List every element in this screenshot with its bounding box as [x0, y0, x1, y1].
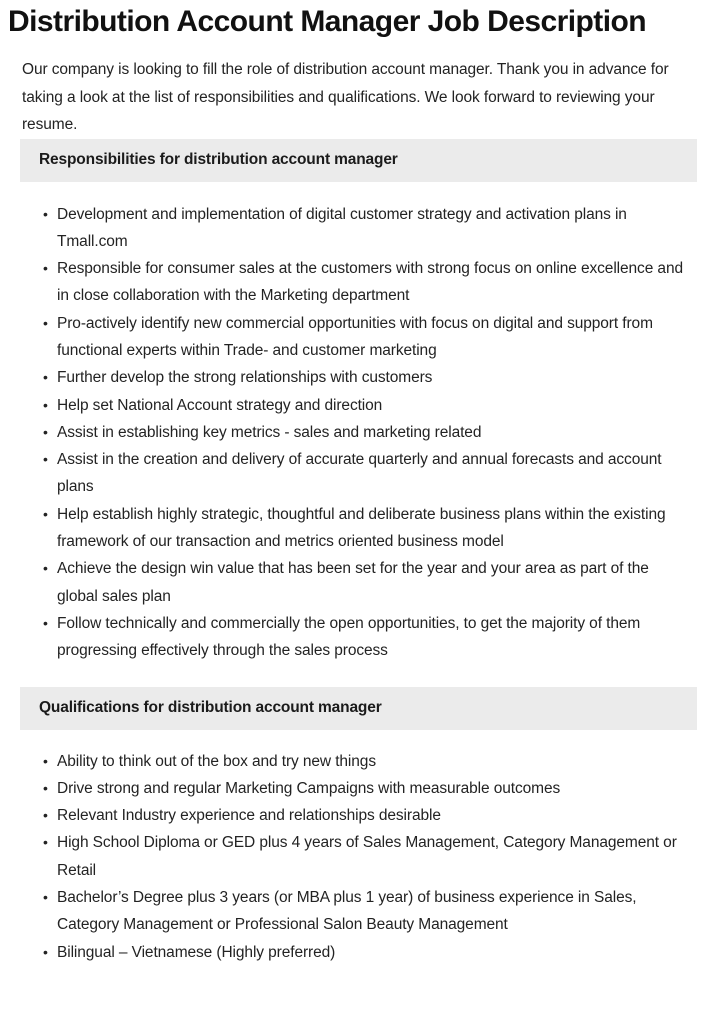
list-item: • Relevant Industry experience and relationships desirable [0, 802, 720, 829]
list-item: • Drive strong and regular Marketing Campaigns with measurable outcomes [0, 775, 720, 802]
page-title: Distribution Account Manager Job Description [8, 5, 647, 38]
list-item: • Follow technically and commercially the open opportunities, to get the majority of them progressing effectively through the sales process [0, 610, 720, 665]
section-spacer [0, 665, 720, 687]
responsibilities-list [0, 182, 720, 665]
list-item: • Achieve the design win value that has been set for the year and your area as part of the global sales plan [0, 555, 720, 610]
intro-paragraph: Our company is looking to fill the role of distribution account manager. Thank you in advance for taking a look at the list of responsibilities and qualifications. We look forward to reviewing your resume. [22, 61, 669, 133]
list-item: • Responsible for consumer sales at the customers with strong focus on online excellence and in close collaboration with the Marketing department [0, 255, 720, 310]
section-header-qualifications [20, 687, 697, 730]
section-header-responsibilities [20, 139, 697, 182]
list-item: • Pro-actively identify new commercial opportunities with focus on digital and support from functional experts within Trade- and customer marketing [0, 310, 720, 365]
list-item: • Further develop the strong relationships with customers [0, 364, 720, 391]
list-item: • Assist in the creation and delivery of accurate quarterly and annual forecasts and account plans [0, 446, 720, 501]
list-item: • Bilingual – Vietnamese (Highly preferred) [0, 939, 720, 966]
list-item: • Bachelor’s Degree plus 3 years (or MBA plus 1 year) of business experience in Sales, Category Management or Professional Salon Beauty Management [0, 884, 720, 939]
list-item: • Help set National Account strategy and direction [0, 392, 720, 419]
section-heading-label: Qualifications for distribution account manager [39, 699, 382, 717]
list-item: • High School Diploma or GED plus 4 years of Sales Management, Category Management or Retail [0, 829, 720, 884]
list-item: • Development and implementation of digital customer strategy and activation plans in Tmall.com [0, 201, 720, 256]
section-qualifications [0, 687, 720, 966]
section-responsibilities [0, 139, 720, 665]
section-heading-label: Responsibilities for distribution account manager [39, 151, 398, 168]
qualifications-list [0, 730, 720, 966]
list-item: • Ability to think out of the box and try new things [0, 748, 720, 775]
list-item: • Assist in establishing key metrics - sales and marketing related [0, 419, 720, 446]
list-item: • Help establish highly strategic, thoughtful and deliberate business plans within the existing framework of our transaction and metrics oriented business model [0, 501, 720, 556]
